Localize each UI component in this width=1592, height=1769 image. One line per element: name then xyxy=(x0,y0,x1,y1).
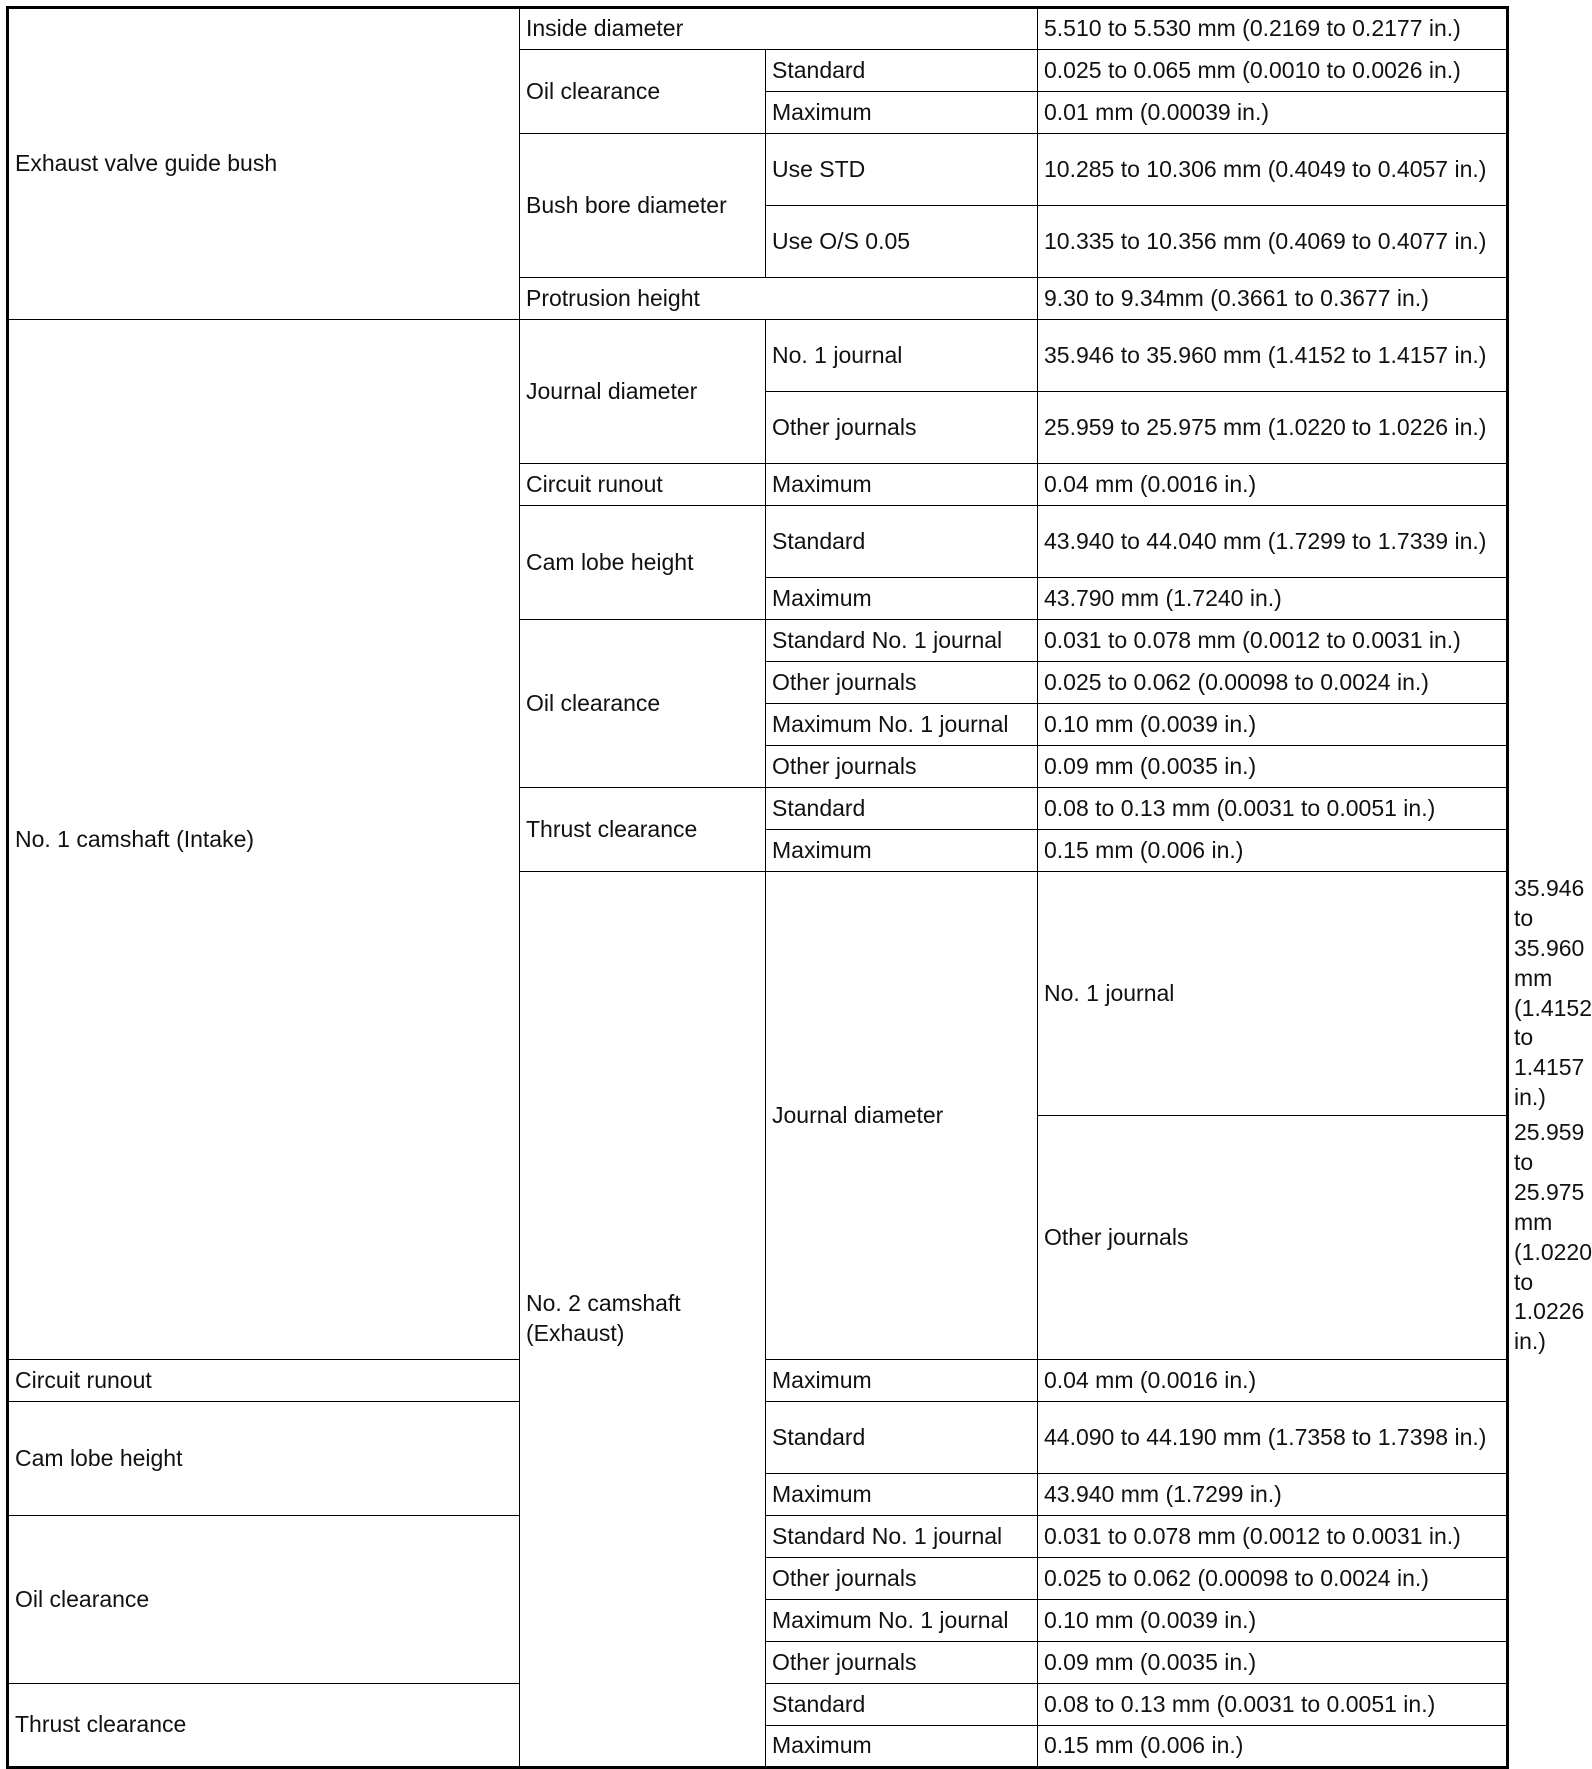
condition-label: Maximum xyxy=(766,1360,1038,1402)
spec-value: 0.15 mm (0.006 in.) xyxy=(1038,830,1508,872)
spec-value: 0.09 mm (0.0035 in.) xyxy=(1038,746,1508,788)
spec-value: 0.025 to 0.065 mm (0.0010 to 0.0026 in.) xyxy=(1038,50,1508,92)
item-label: Protrusion height xyxy=(520,278,1038,320)
spec-value: 43.940 mm (1.7299 in.) xyxy=(1038,1474,1508,1516)
condition-label: Maximum xyxy=(766,578,1038,620)
spec-value: 10.285 to 10.306 mm (0.4049 to 0.4057 in.) xyxy=(1038,134,1508,206)
condition-label: Use O/S 0.05 xyxy=(766,206,1038,278)
spec-value: 0.04 mm (0.0016 in.) xyxy=(1038,1360,1508,1402)
condition-label: Other journals xyxy=(766,746,1038,788)
item-label: Oil clearance xyxy=(8,1516,520,1684)
table-row: Other journals 25.959 to 25.975 mm (1.0220 to 1.0226 in.) xyxy=(8,1116,1508,1360)
condition-label: Other journals xyxy=(766,1642,1038,1684)
condition-label: Other journals xyxy=(1038,1116,1508,1360)
spec-value: 0.025 to 0.062 (0.00098 to 0.0024 in.) xyxy=(1038,1558,1508,1600)
condition-label: Standard xyxy=(766,1684,1038,1726)
item-label: Cam lobe height xyxy=(520,506,766,620)
item-label: Journal diameter xyxy=(766,872,1038,1360)
item-label: Circuit runout xyxy=(8,1360,520,1402)
item-label: Thrust clearance xyxy=(8,1684,520,1768)
table-row: No. 2 camshaft (Exhaust) Journal diameter No. 1 journal 35.946 to 35.960 mm (1.4152 to 1.4157 in.) xyxy=(8,872,1508,1116)
spec-value: 0.025 to 0.062 (0.00098 to 0.0024 in.) xyxy=(1038,662,1508,704)
spec-value: 0.08 to 0.13 mm (0.0031 to 0.0051 in.) xyxy=(1038,1684,1508,1726)
condition-label: Maximum xyxy=(766,464,1038,506)
component-label: Exhaust valve guide bush xyxy=(8,8,520,320)
condition-label: Maximum No. 1 journal xyxy=(766,1600,1038,1642)
spec-value: 44.090 to 44.190 mm (1.7358 to 1.7398 in.) xyxy=(1038,1402,1508,1474)
condition-label: Standard No. 1 journal xyxy=(766,1516,1038,1558)
spec-value: 0.031 to 0.078 mm (0.0012 to 0.0031 in.) xyxy=(1038,620,1508,662)
item-label: Cam lobe height xyxy=(8,1402,520,1516)
condition-label: Standard xyxy=(766,506,1038,578)
condition-label: Standard xyxy=(766,788,1038,830)
spec-value: 0.09 mm (0.0035 in.) xyxy=(1038,1642,1508,1684)
spec-value: 35.946 to 35.960 mm (1.4152 to 1.4157 in.) xyxy=(1038,320,1508,392)
spec-value: 43.790 mm (1.7240 in.) xyxy=(1038,578,1508,620)
condition-label: Maximum xyxy=(766,1726,1038,1768)
condition-label: No. 1 journal xyxy=(1038,872,1508,1116)
spec-value: 43.940 to 44.040 mm (1.7299 to 1.7339 in.) xyxy=(1038,506,1508,578)
spec-value: 0.10 mm (0.0039 in.) xyxy=(1038,704,1508,746)
item-label: Circuit runout xyxy=(520,464,766,506)
condition-label: Maximum No. 1 journal xyxy=(766,704,1038,746)
item-label: Thrust clearance xyxy=(520,788,766,872)
spec-value: 0.01 mm (0.00039 in.) xyxy=(1038,92,1508,134)
spec-value: 0.15 mm (0.006 in.) xyxy=(1038,1726,1508,1768)
condition-label: No. 1 journal xyxy=(766,320,1038,392)
spec-value: 25.959 to 25.975 mm (1.0220 to 1.0226 in.) xyxy=(1038,392,1508,464)
condition-label: Maximum xyxy=(766,1474,1038,1516)
condition-label: Maximum xyxy=(766,830,1038,872)
component-label: No. 1 camshaft (Intake) xyxy=(8,320,520,1360)
spec-value: 10.335 to 10.356 mm (0.4069 to 0.4077 in.) xyxy=(1038,206,1508,278)
item-label: Journal diameter xyxy=(520,320,766,464)
spec-value: 0.04 mm (0.0016 in.) xyxy=(1038,464,1508,506)
table-row xyxy=(8,320,1508,392)
item-label: Oil clearance xyxy=(520,620,766,788)
condition-label: Maximum xyxy=(766,92,1038,134)
condition-label: Standard xyxy=(766,50,1038,92)
spec-value: 0.10 mm (0.0039 in.) xyxy=(1038,1600,1508,1642)
spec-value: 5.510 to 5.530 mm (0.2169 to 0.2177 in.) xyxy=(1038,8,1508,50)
condition-label: Other journals xyxy=(766,662,1038,704)
condition-label: Other journals xyxy=(766,1558,1038,1600)
condition-label: Use STD xyxy=(766,134,1038,206)
component-label: No. 2 camshaft (Exhaust) xyxy=(520,872,766,1768)
condition-label: Standard No. 1 journal xyxy=(766,620,1038,662)
spec-value: 9.30 to 9.34mm (0.3661 to 0.3677 in.) xyxy=(1038,278,1508,320)
spec-value: 0.031 to 0.078 mm (0.0012 to 0.0031 in.) xyxy=(1038,1516,1508,1558)
item-label: Bush bore diameter xyxy=(520,134,766,278)
condition-label: Other journals xyxy=(766,392,1038,464)
item-label: Oil clearance xyxy=(520,50,766,134)
table-row xyxy=(8,8,1508,50)
specification-table xyxy=(6,6,1592,1769)
item-label: Inside diameter xyxy=(520,8,1038,50)
spec-value: 0.08 to 0.13 mm (0.0031 to 0.0051 in.) xyxy=(1038,788,1508,830)
condition-label: Standard xyxy=(766,1402,1038,1474)
